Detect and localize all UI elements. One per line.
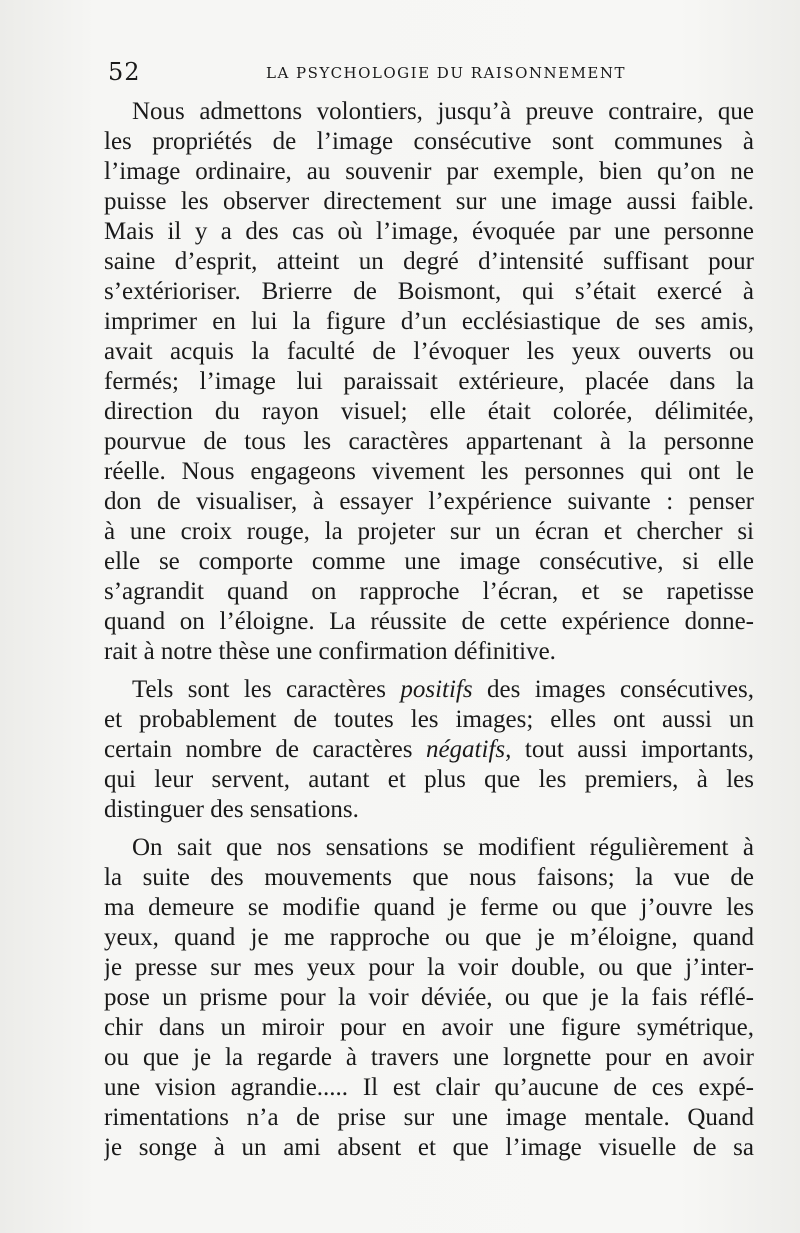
text-line: je songe à un ami absent et que l’image visuelle de sa [104,1134,754,1161]
text-line: et probablement de toutes les images; elles ont aussi un [104,706,754,733]
text-line: les propriétés de l’image consécutive sont communes à [104,128,754,155]
text-line: une vision agrandie..... Il est clair qu’aucune de ces expé- [104,1074,754,1101]
page-number: 52 [108,58,141,86]
text-line: imprimer en lui la figure d’un ecclésiastique de ses amis, [104,308,754,335]
page-body [104,97,754,1163]
text-line: réelle. Nous engageons vivement les personnes qui ont le [104,458,754,485]
text-line: pourvue de tous les caractères appartenant à la personne [104,428,754,455]
text-line: ou que je la regarde à travers une lorgnette pour en avoir [104,1044,754,1071]
text-line: la suite des mouvements que nous faisons; la vue de [104,864,754,891]
text-line: je presse sur mes yeux pour la voir double, ou que j’inter- [104,954,754,981]
text-line: chir dans un miroir pour en avoir une figure symétrique, [104,1014,754,1041]
text-line [104,675,754,705]
text-run: tout aussi importants, [511,736,754,763]
text-line: ma demeure se modifie quand je ferme ou que j’ouvre les [104,894,754,921]
text-line: On sait que nos sensations se modifient régulièrement à [132,834,754,861]
text-line: yeux, quand je me rapproche ou que je m’éloigne, quand [104,924,754,951]
paragraph-1 [104,97,754,667]
paragraph-2 [104,675,754,825]
running-head: LA PSYCHOLOGIE DU RAISONNEMENT [266,64,627,82]
text-line: direction du rayon visuel; elle était colorée, délimitée, [104,398,754,425]
text-line: distinguer des sensations. [104,796,359,823]
text-line: puisse les observer directement sur une image aussi faible. [104,188,754,215]
italic-term: positifs [400,676,473,703]
text-line: saine d’esprit, atteint un degré d’intensité suffisant pour [104,248,754,275]
text-line: fermés; l’image lui paraissait extérieure, placée dans la [104,368,754,395]
text-line: s’extérioriser. Brierre de Boismont, qui s’était exercé à [104,278,754,305]
italic-term: négatifs, [425,736,512,763]
text-line: quand on l’éloigne. La réussite de cette expérience donne- [104,608,754,635]
text-line: avait acquis la faculté de l’évoquer les yeux ouverts ou [104,338,754,365]
text-line: rait à notre thèse une confirmation définitive. [104,638,556,665]
page-header [108,58,758,88]
text-line: l’image ordinaire, au souvenir par exemple, bien qu’on ne [104,158,754,185]
text-run: certain nombre de caractères [104,736,426,763]
text-line: Mais il y a des cas où l’image, évoquée par une personne [104,218,754,245]
text-line: qui leur servent, autant et plus que les premiers, à les [104,766,754,793]
text-line: pose un prisme pour la voir déviée, ou que je la fais réflé- [104,984,754,1011]
text-line: s’agrandit quand on rapproche l’écran, et se rapetisse [104,578,754,605]
text-line: elle se comporte comme une image consécutive, si elle [104,548,754,575]
text-run: Tels sont les caractères [132,676,401,703]
text-line: don de visualiser, à essayer l’expérience suivante : penser [104,488,754,515]
text-line [104,735,754,765]
text-line: à une croix rouge, la projeter sur un écran et chercher si [104,518,754,545]
text-line: rimentations n’a de prise sur une image mentale. Quand [104,1104,754,1131]
text-line: Nous admettons volontiers, jusqu’à preuve contraire, que [132,98,754,125]
text-run: des images consécutives, [472,676,754,703]
paragraph-3 [104,833,754,1163]
